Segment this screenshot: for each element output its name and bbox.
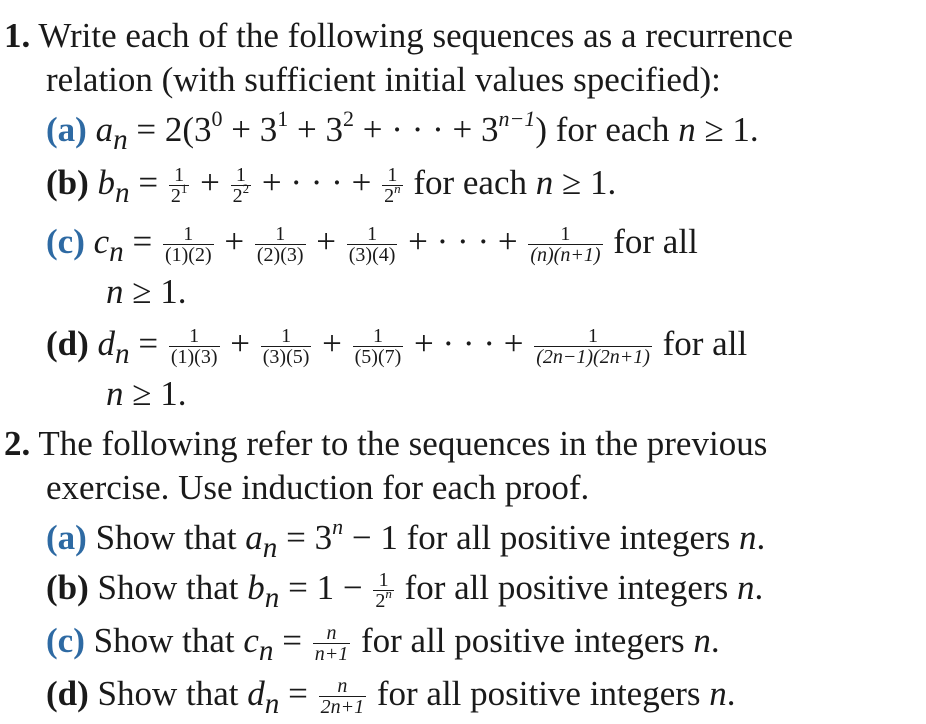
item-label: (c) [46, 621, 85, 660]
item-label: (a) [46, 518, 87, 557]
fraction: $\frac{1}{(2n-1)(2n+1)}$ [536, 325, 650, 369]
ex2-intro-line1 [4, 424, 767, 464]
fraction: $\frac{1}{2^n}$ [384, 164, 401, 208]
ex1-item-c-line2: n ≥ 1. [106, 272, 187, 311]
ex2-intro-text1: The following refer to the sequences in the previous [38, 424, 768, 463]
fraction: $\frac{1}{(1)(2)}$ [164, 223, 212, 267]
ex1-item-c: (c) $c_n$ = $\frac{1}{(1)(2)}$ + $\frac{1}{(2)(3)}$ + $\frac{1}{(3)(4)}$ + · · · + $\frac{1}{(n)(n+1)}$ for all [46, 222, 698, 268]
ex2-item-a: (a) Show that $a_n = 3^n - 1$ for all positive integers n. [46, 514, 766, 564]
fraction: $\frac{n}{n+1}$ [314, 622, 349, 666]
ex2-intro-line2: exercise. Use induction for each proof. [46, 468, 590, 507]
ex2-number: 2. [4, 424, 31, 463]
ex2-item-d: (d) Show that $d_n$ = $\frac{n}{2n+1}$ for all positive integers n. [46, 674, 736, 720]
item-label: (d) [46, 674, 89, 713]
fraction: $\frac{1}{(2)(3)}$ [256, 223, 304, 267]
ex2-item-c: (c) Show that $c_n$ = $\frac{n}{n+1}$ for all positive integers n. [46, 621, 720, 667]
fraction: $\frac{n}{2n+1}$ [320, 675, 365, 719]
fraction: $\frac{1}{(1)(3)}$ [170, 325, 218, 369]
ex1-item-b: (b) $b_n$ = $\frac{1}{2^1}$ + $\frac{1}{2^2}$ + · · · + $\frac{1}{2^n}$ for each n ≥ 1. [46, 163, 617, 209]
fraction: $\frac{1}{(n)(n+1)}$ [530, 223, 601, 267]
ex1-item-d: (d) $d_n$ = $\frac{1}{(1)(3)}$ + $\frac{1}{(3)(5)}$ + $\frac{1}{(5)(7)}$ + · · · + $\frac{1}{(2n-1)(2n+1)}$ for all [46, 324, 748, 370]
fraction: $\frac{1}{(3)(5)}$ [262, 325, 310, 369]
fraction: $\frac{1}{2^1}$ [170, 164, 188, 208]
item-label: (b) [46, 163, 89, 202]
ex1-number: 1. [4, 16, 31, 55]
ex1-intro-line2: relation (with sufficient initial values specified): [46, 60, 721, 99]
fraction: $\frac{1}{(3)(4)}$ [348, 223, 396, 267]
item-label: (b) [46, 568, 89, 607]
item-label: (c) [46, 222, 85, 261]
fraction: $\frac{1}{2^2}$ [232, 164, 250, 208]
fraction: $\frac{1}{(5)(7)}$ [354, 325, 402, 369]
ex2-item-b: (b) Show that $b_n = 1$ − $\frac{1}{2^n}$ for all positive integers n. [46, 568, 764, 614]
ex1-intro-text1: Write each of the following sequences as a recurrence [38, 16, 793, 55]
ex1-intro-line1 [4, 16, 793, 56]
ex1-item-a: (a) $a_n = 2(3^0 + 3^1 + 3^2$ + · · · + $3^{n-1}$) for each n ≥ 1. [46, 106, 759, 156]
ex1-item-d-line2: n ≥ 1. [106, 374, 187, 413]
item-label: (d) [46, 324, 89, 363]
item-label: (a) [46, 110, 87, 149]
fraction: $\frac{1}{2^n}$ [375, 569, 392, 613]
